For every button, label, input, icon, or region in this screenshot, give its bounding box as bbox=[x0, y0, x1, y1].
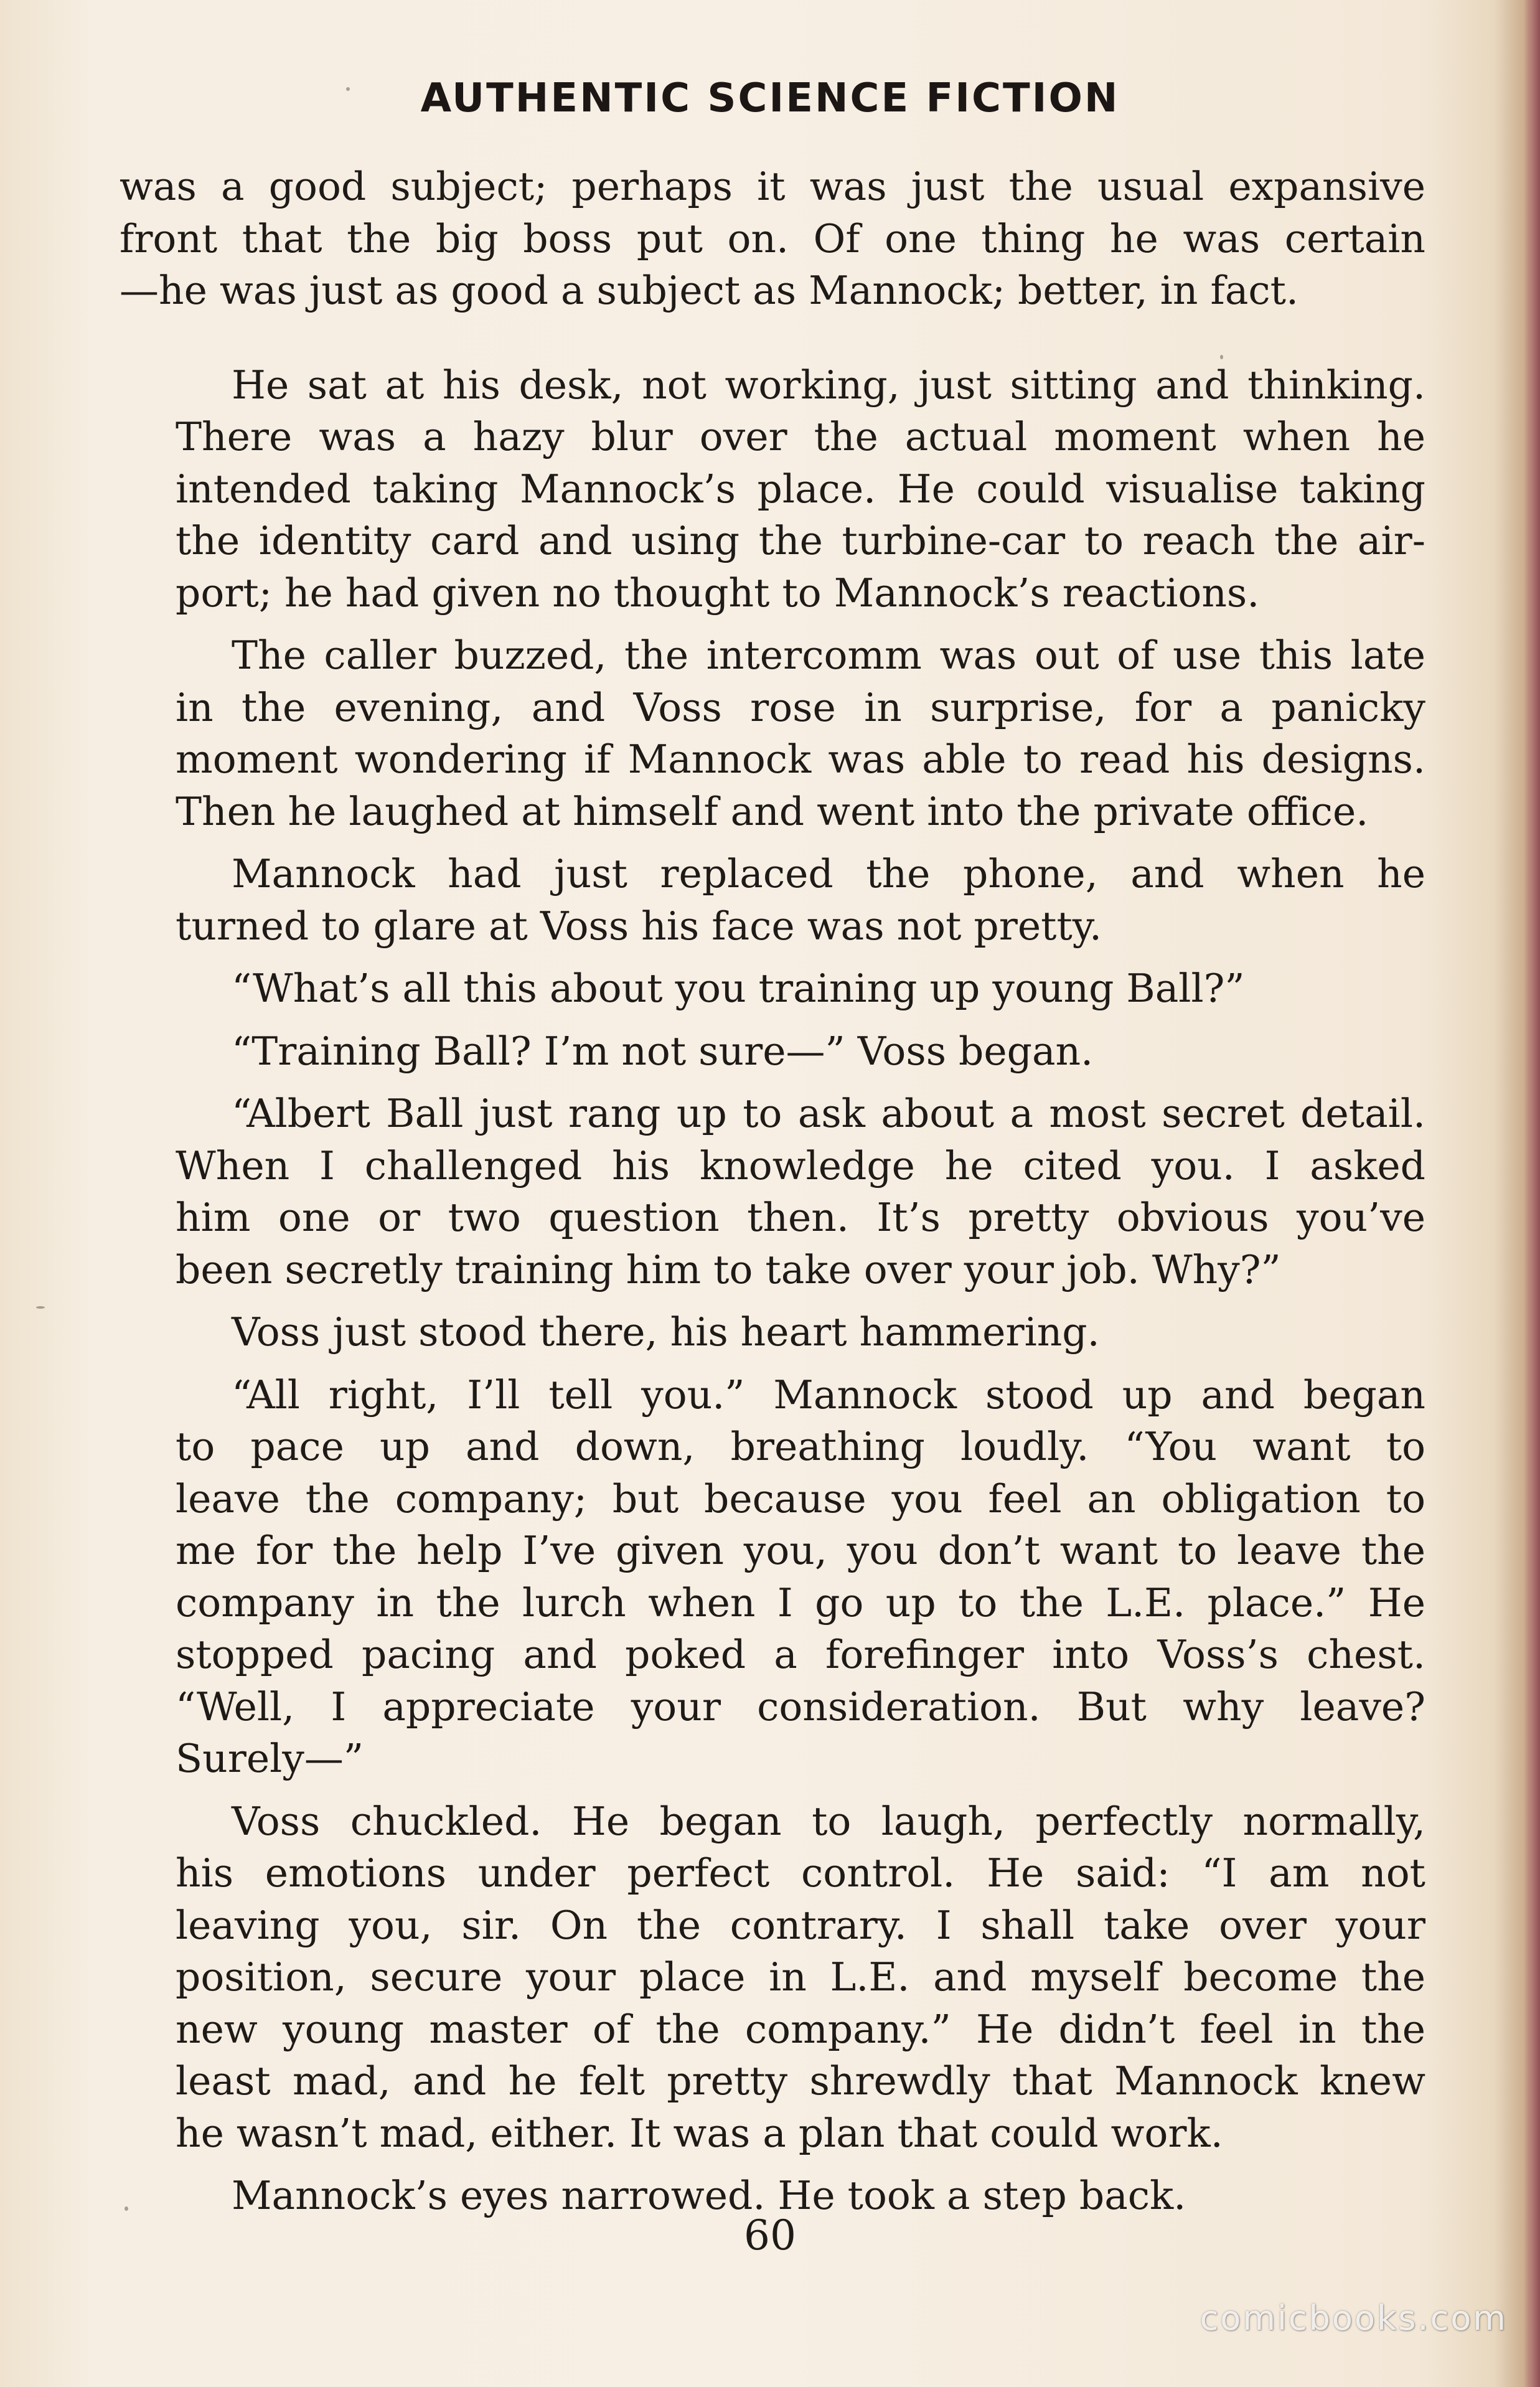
text-line: There was a hazy blur over the actual moment when he bbox=[176, 414, 1425, 459]
running-head: AUTHENTIC SCIENCE FICTION bbox=[420, 75, 1120, 121]
paragraph bbox=[120, 629, 1425, 837]
print-speck bbox=[346, 87, 350, 91]
text-line: leaving you, sir. On the contrary. I shall take over your bbox=[176, 1902, 1425, 1948]
page-number: 60 bbox=[744, 2211, 796, 2259]
watermark: comicbooks.com bbox=[1200, 2299, 1508, 2338]
text-line: to pace up and down, breathing loudly. “You want to bbox=[176, 1424, 1425, 1469]
text-line: new young master of the company.” He didn’t feel in the bbox=[176, 2006, 1425, 2052]
text-line: stopped pacing and poked a forefinger into Voss’s chest. bbox=[176, 1632, 1425, 1677]
text-line: He sat at his desk, not working, just sitting and thinking. bbox=[232, 362, 1425, 408]
text-line: position, secure your place in L.E. and myself become the bbox=[176, 1954, 1425, 2000]
paragraph bbox=[120, 1369, 1425, 1785]
paragraph bbox=[120, 359, 1425, 619]
text-line: company in the lurch when I go up to the L.E. place.” He bbox=[176, 1580, 1425, 1626]
paragraph bbox=[120, 161, 1425, 317]
text-line: his emotions under perfect control. He said: “I am not bbox=[176, 1850, 1425, 1896]
text-line: Voss chuckled. He began to laugh, perfectly normally, bbox=[232, 1798, 1425, 1844]
paragraph bbox=[120, 848, 1425, 952]
paragraph bbox=[120, 1088, 1425, 1296]
text-line: been secretly training him to take over your job. Why?” bbox=[176, 1246, 1281, 1292]
paragraph bbox=[120, 1796, 1425, 2160]
text-line: in the evening, and Voss rose in surprise, for a panicky bbox=[176, 684, 1425, 730]
text-line: port; he had given no thought to Mannock’s reactions. bbox=[176, 570, 1260, 616]
text-line: he wasn’t mad, either. It was a plan that could work. bbox=[176, 2110, 1223, 2156]
body-text bbox=[120, 161, 1425, 2233]
print-speck bbox=[124, 2206, 128, 2211]
page-edge bbox=[1524, 0, 1540, 2387]
text-line: “Training Ball? I’m not sure—” Voss began. bbox=[232, 1028, 1094, 1074]
text-line: Then he laughed at himself and went into the private office. bbox=[176, 788, 1369, 834]
text-line: “What’s all this about you training up young Ball?” bbox=[232, 966, 1245, 1011]
paragraph bbox=[120, 1306, 1425, 1358]
text-line: moment wondering if Mannock was able to read his designs. bbox=[176, 737, 1425, 782]
text-line: —he was just as good a subject as Mannock; better, in fact. bbox=[120, 268, 1299, 313]
text-line: was a good subject; perhaps it was just the usual expansive bbox=[120, 164, 1425, 209]
text-line: Mannock had just replaced the phone, and when he bbox=[232, 851, 1425, 897]
text-line: him one or two question then. It’s pretty obvious you’ve bbox=[176, 1195, 1425, 1240]
text-line: turned to glare at Voss his face was not pretty. bbox=[176, 903, 1102, 949]
text-line: Mannock’s eyes narrowed. He took a step back. bbox=[232, 2173, 1186, 2218]
print-speck bbox=[1220, 355, 1223, 359]
text-line: me for the help I’ve given you, you don’t want to leave the bbox=[176, 1528, 1425, 1573]
text-line: least mad, and he felt pretty shrewdly that Mannock knew bbox=[176, 2058, 1425, 2104]
paragraph bbox=[120, 1025, 1425, 1078]
text-line: “All right, I’ll tell you.” Mannock stood up and began bbox=[232, 1372, 1425, 1418]
text-line: intended taking Mannock’s place. He could visualise taking bbox=[176, 466, 1425, 512]
text-line: When I challenged his knowledge he cited you. I asked bbox=[176, 1142, 1425, 1189]
text-line: Voss just stood there, his heart hammering. bbox=[232, 1309, 1100, 1355]
text-line: The caller buzzed, the intercomm was out of use this late bbox=[232, 633, 1425, 678]
text-line: leave the company; but because you feel an obligation to bbox=[176, 1476, 1425, 1522]
text-line: “Albert Ball just rang up to ask about a most secret detail. bbox=[232, 1091, 1425, 1136]
text-line: “Well, I appreciate your consideration. But why leave? bbox=[176, 1683, 1425, 1730]
text-line: Surely—” bbox=[176, 1736, 364, 1781]
text-line: the identity card and using the turbine-car to reach the air- bbox=[176, 518, 1425, 563]
paragraph bbox=[120, 963, 1425, 1015]
print-speck bbox=[36, 1306, 45, 1309]
text-line: front that the big boss put on. Of one thing he was certain bbox=[120, 215, 1425, 261]
